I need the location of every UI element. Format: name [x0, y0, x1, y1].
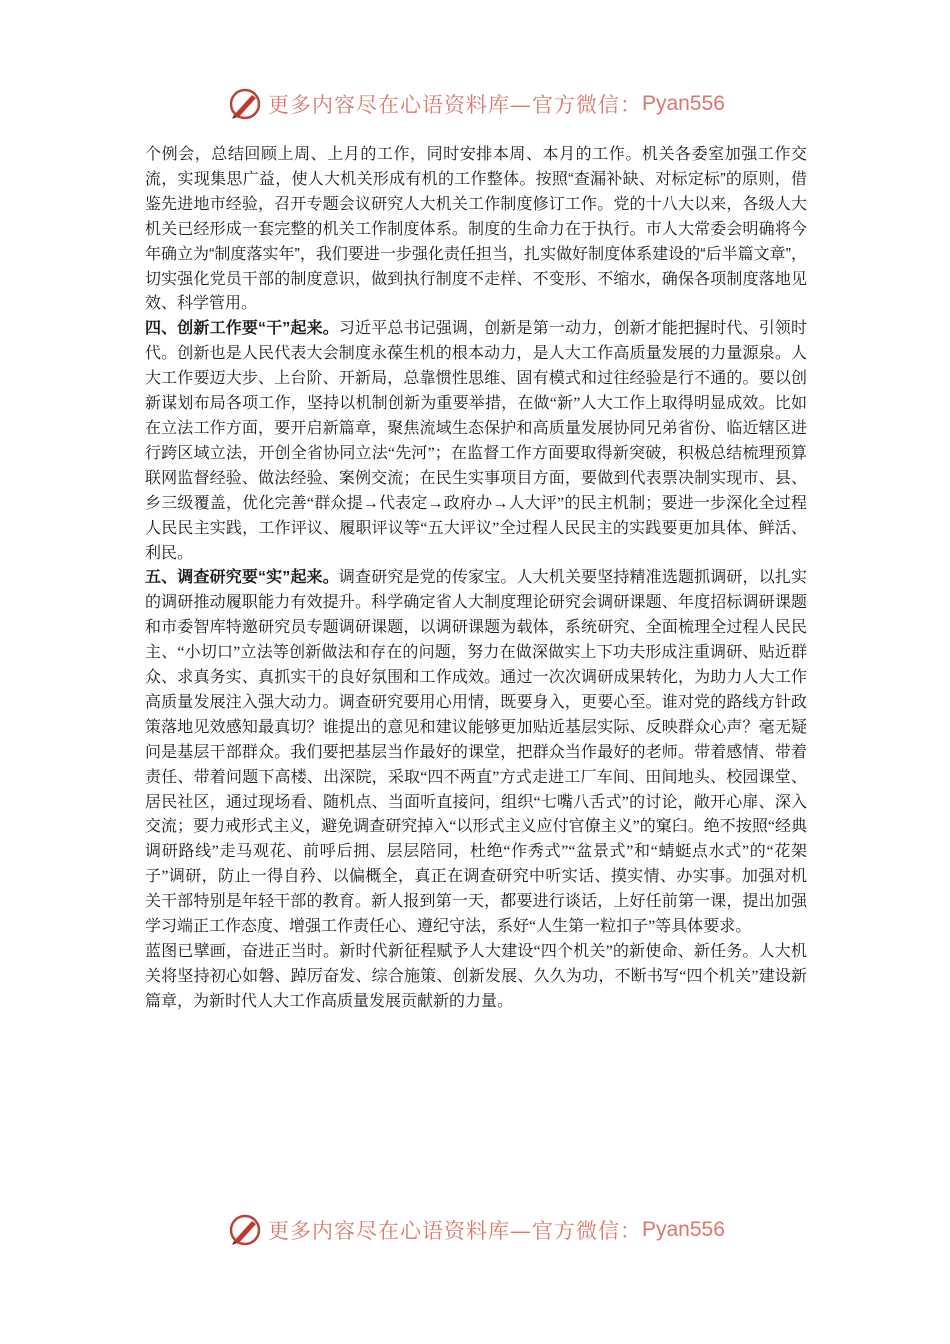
footer-banner: [228, 1210, 748, 1250]
pen-logo-icon: [228, 1213, 262, 1247]
paragraph-text: 调查研究是党的传家宝。人大机关要坚持精准选题抓调研，以扎实的调研推动履职能力有效提升。: [145, 569, 807, 612]
wechat-id: Pyan556: [642, 92, 725, 115]
paragraph: 蓝图已擘画，奋进正当时。新时代新征程赋予人大建设“四个机关”的新使命、新任务。人大机关将坚持初心如磐、踔厉奋发、综合施策、创新发展、久久为功，不断书写“四个机关”建设新篇章，为新时代人大工作高质量发展贡献新的力量。: [145, 943, 807, 1010]
paragraph: 个例会，总结回顾上周、上月的工作，同时安排本周、本月的工作。机关各委室加强工作交流，实现集思广益，使人大机关形成有机的工作整体。按照“查漏补缺、对标定标”的原则，借鉴先进地市经验，召开专题会议研究人大机关工作制度修订工作。党的十八大以来，各级人大机关已经形成一套完整的机关工作制度体系。制度的生命力在于执行。市人大常委会明确将今年确立为“制度落实年”，我们要进一步强化责任担当，扎实做好制度体系建设的“后半篇文章”，切实强化党员干部的制度意识，做到执行制度不走样、不变形、不缩水，确保各项制度落地见效、科学管用。: [145, 146, 807, 313]
wechat-id: Pyan556: [642, 1218, 725, 1241]
paragraph: [145, 317, 807, 566]
banner-text: 更多内容尽在心语资料库—官方微信：: [268, 93, 642, 117]
banner-text: 更多内容尽在心语资料库—官方微信：: [268, 1219, 642, 1243]
pen-logo-icon: [228, 87, 262, 121]
header-banner: [228, 84, 748, 124]
paragraph-text: 科学确定省人大制度理论研究会调研课题、年度招标调研课题和市委智库特邀研究员专题调研课题，以调研课题为载体，系统研究、全面梳理全过程人民民主、“小切口”立法等创新做法和存在的问题，努力在做深做实上下功夫形成注重调研、贴近群众、求真务实、真抓实干的良好氛围和工作成效。通过一次次调研成果转化，为助力人大工作高质量发展注入强大动力。调查研究要用心用情，既要身入，更要心至。谁对党的路线方针政策落地见效感知最真切？谁提出的意见和建议能够更加贴近基层实际、反映群众心声？毫无疑问是基层干部群众。我们要把基层当作最好的课堂，把群众当作最好的老师。带着感情、带着责任、带着问题下高楼、出深院，采取“四不两直”方式走进工厂车间、田间地头、校园课堂、居民社区，通过现场看、随机点、当面听直接问，组织“七嘴八舌式”的讨论，敞开心扉、深入交流；要力戒形式主义，避免调查研究掉入“以形式主义应付官僚主义”的窠臼。绝不按照“经典调研路线”走马观花、前呼后拥、层层陪同，杜绝“作秀式”“盆景式”和“蜻蜓点水式”的“花架子”调研，防止一得自矜、以偏概全，真正在调查研究中听实话、摸实情、办实事。加强对机关干部特别是年轻干部的教育。新人报到第一天，都要进行谈话，上好任前第一课，提出加强学习端正工作态度、增强工作责任心、遵纪守法，系好“人生第一粒扣子”等具体要求。: [145, 594, 807, 936]
paragraph-text: 习近平总书记强调，创新是第一动力，创新才能把握时代、引领时代。创新也是人民代表大会制度永葆生机的根本动力，是人大工作高质量发展的力量源泉。人大工作要迈大步、上台阶、开新局，总靠惯性思维、固有模式和过往经验是行不通的。要以创新谋划布局各项工作，坚持以机制创新为重要举措，在做“新”人大工作上取得明显成效。比如在立法工作方面，要开启新篇章，聚焦流域生态保护和高质量发展协同兄弟省份、临近辖区进行跨区域立法，开创全省协同立法“先河”；在监督工作方面要取得新突破，积极总结梳理预算联网监督经验、做法经验、案例交流；在民生实事项目方面，要做到代表票决制实现市、县、乡三级覆盖，优化完善“群众提→代表定→政府办→人大评”的民主机制；要进一步深化全过程人民民主实践，工作评议、履职评议等“五大评议”全过程人民民主的实践要更加具体、鲜活、利民。: [145, 320, 807, 562]
section-heading: 四、创新工作要“干”起来。: [145, 320, 339, 338]
paragraph: [145, 566, 807, 940]
section-heading: 五、调查研究要“实”起来。: [145, 569, 339, 587]
article-body: [145, 143, 807, 1015]
